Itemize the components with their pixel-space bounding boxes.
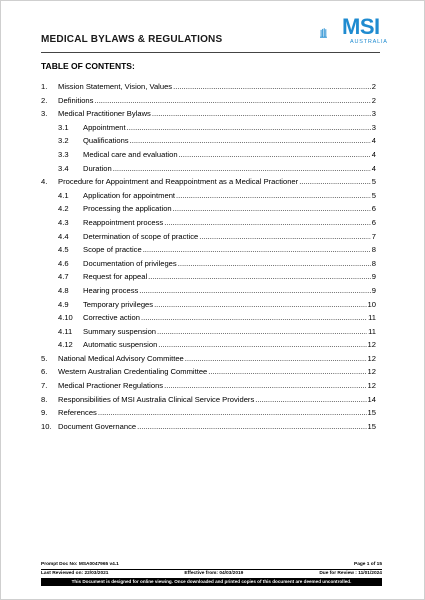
toc-entry-number: 6. [41, 367, 48, 377]
logo-text: MSI [342, 14, 380, 39]
toc-entry[interactable] [41, 420, 376, 434]
toc-entry[interactable] [41, 325, 376, 339]
toc-entry-number: 4.8 [58, 285, 69, 295]
toc-entry-page: 12 [367, 367, 376, 377]
toc-entry-page: 9 [371, 285, 376, 295]
toc-entry-number: 4.6 [58, 258, 69, 268]
toc-entry-page: 3 [371, 109, 376, 119]
toc-entry[interactable] [41, 175, 376, 189]
toc-entry-page: 2 [371, 95, 376, 105]
toc-entry[interactable] [41, 148, 376, 162]
toc-entry-title: Hearing process [83, 285, 139, 295]
toc-entry-leader [152, 107, 371, 121]
toc-entry-title: Medical Practitioner Bylaws [58, 109, 151, 119]
toc-entry-leader [178, 257, 371, 271]
toc-entry-title: Document Governance [58, 421, 137, 431]
toc-entry-title: Procedure for Appointment and Reappointment as a Medical Practioner [58, 177, 299, 187]
toc-entry-title: Request for appeal [83, 272, 148, 282]
toc-entry-page: 8 [371, 245, 376, 255]
toc-entry-number: 4.11 [58, 326, 73, 336]
toc-entry-number: 1. [41, 82, 48, 91]
toc-entry-title: Documentation of privileges [83, 258, 177, 268]
toc-entry-title: Processing the application [83, 204, 172, 214]
toc-entry-page: 15 [367, 408, 376, 418]
toc-entry[interactable] [41, 94, 376, 108]
toc-entry-page: 11 [368, 313, 376, 323]
toc-entry[interactable] [41, 80, 376, 94]
toc-entry[interactable] [41, 379, 376, 393]
toc-entry-page: 4 [371, 149, 376, 159]
document-footer [41, 561, 382, 586]
toc-entry-leader [148, 270, 371, 284]
toc-entry-page: 15 [367, 421, 376, 431]
toc-entry-title: Scope of practice [83, 245, 142, 255]
toc-heading: TABLE OF CONTENTS: [41, 61, 135, 71]
toc-entry-leader [113, 162, 371, 176]
footer-row-2 [41, 570, 382, 578]
toc-entry-title: Appointment [83, 122, 126, 132]
toc-entry-page: 14 [367, 394, 376, 404]
toc-entry[interactable] [41, 352, 376, 366]
toc-entry-leader [141, 311, 367, 325]
toc-entry-number: 3. [41, 109, 48, 119]
toc-entry-title: Medical Practioner Regulations [58, 381, 164, 391]
toc-entry-number: 4.3 [58, 217, 69, 227]
toc-entry[interactable] [41, 270, 376, 284]
toc-entry-number: 5. [41, 353, 48, 363]
toc-entry-page: 6 [371, 204, 376, 214]
toc-entry-number: 2. [41, 95, 48, 105]
toc-entry-number: 3.1 [58, 122, 69, 132]
toc-entry-page: 2 [371, 82, 376, 91]
toc-entry-page: 12 [367, 340, 376, 350]
toc-entry-leader [173, 202, 371, 216]
footer-banner: This Document is designed for online viewing. Once downloaded and printed copies of this document are deemed uncontrolled. [41, 578, 382, 586]
toc-entry[interactable] [41, 298, 376, 312]
table-of-contents [41, 80, 376, 433]
toc-entry[interactable] [41, 189, 376, 203]
toc-entry[interactable] [41, 393, 376, 407]
toc-entry-title: Temporary privileges [83, 299, 154, 309]
toc-entry-leader [208, 365, 366, 379]
toc-entry-leader [98, 406, 367, 420]
toc-entry[interactable] [41, 202, 376, 216]
document-header-title: MEDICAL BYLAWS & REGULATIONS [41, 34, 223, 45]
toc-entry-number: 4.7 [58, 272, 69, 282]
toc-entry-number: 8. [41, 394, 48, 404]
toc-entry[interactable] [41, 243, 376, 257]
toc-entry-leader [94, 94, 370, 108]
toc-entry-number: 3.2 [58, 136, 69, 146]
toc-entry[interactable] [41, 107, 376, 121]
toc-entry-leader [127, 121, 371, 135]
toc-entry-leader [154, 298, 366, 312]
toc-entry-leader [137, 420, 366, 434]
toc-entry-leader [157, 325, 367, 339]
toc-entry[interactable] [41, 311, 376, 325]
toc-entry-leader [130, 134, 371, 148]
toc-entry-leader [255, 393, 366, 407]
toc-entry-title: References [58, 408, 97, 418]
toc-entry-title: Determination of scope of practice [83, 231, 199, 241]
toc-entry-page: 7 [371, 231, 376, 241]
toc-entry[interactable] [41, 406, 376, 420]
toc-entry-leader [299, 175, 371, 189]
toc-entry[interactable] [41, 216, 376, 230]
footer-effective-date: Effective from: 04/03/2019 [184, 571, 244, 576]
footer-page-number: Page 1 of 15 [354, 562, 382, 567]
toc-entry-title: Application for appointment [83, 190, 176, 200]
toc-entry-page: 12 [367, 381, 376, 391]
logo-subtext: AUSTRALIA [350, 39, 388, 45]
toc-entry-title: Qualifications [83, 136, 129, 146]
toc-entry-title: Summary suspension [83, 326, 157, 336]
toc-entry-page: 5 [371, 177, 376, 187]
toc-entry-page: 12 [367, 353, 376, 363]
toc-entry-page: 9 [371, 272, 376, 282]
toc-entry-title: Duration [83, 163, 112, 173]
toc-entry-title: Definitions [58, 95, 94, 105]
toc-entry[interactable] [41, 338, 376, 352]
footer-review-due: Due for Review : 11/01/2024 [319, 571, 382, 576]
toc-entry-number: 4.12 [58, 340, 73, 350]
toc-entry[interactable] [41, 257, 376, 271]
toc-entry-leader [139, 284, 370, 298]
toc-entry-number: 4.2 [58, 204, 69, 214]
toc-entry-number: 3.4 [58, 163, 69, 173]
toc-entry-page: 5 [371, 190, 376, 200]
toc-entry-title: Western Australian Credentialing Committee [58, 367, 208, 377]
toc-entry[interactable] [41, 365, 376, 379]
toc-entry-leader [164, 379, 366, 393]
toc-entry[interactable] [41, 162, 376, 176]
toc-entry-number: 10. [41, 421, 52, 431]
toc-entry[interactable] [41, 121, 376, 135]
toc-entry-page: 10 [367, 299, 376, 309]
footer-row-1 [41, 561, 382, 569]
toc-entry-leader [176, 189, 371, 203]
toc-entry-title: Corrective action [83, 313, 140, 323]
toc-entry-number: 9. [41, 408, 48, 418]
footer-last-reviewed: Last Reviewed on: 22/03/2021 [41, 571, 109, 576]
footer-doc-number: Prompt Doc No: MSA0047965 v4.1 [41, 562, 119, 567]
toc-entry[interactable] [41, 284, 376, 298]
toc-entry-leader [158, 338, 366, 352]
toc-entry-title: Reappointment process [83, 217, 164, 227]
toc-entry-leader [179, 148, 371, 162]
toc-entry[interactable] [41, 230, 376, 244]
toc-entry-page: 8 [371, 258, 376, 268]
toc-entry-leader [185, 352, 367, 366]
toc-entry-page: 6 [371, 217, 376, 227]
toc-entry-leader [173, 80, 371, 94]
msi-logo-icon [320, 17, 342, 49]
toc-entry-page: 4 [371, 136, 376, 146]
toc-entry-number: 3.3 [58, 149, 69, 159]
header-divider [41, 52, 380, 53]
toc-entry-leader [143, 243, 371, 257]
toc-entry-number: 4.4 [58, 231, 69, 241]
toc-entry-number: 4. [41, 177, 48, 187]
toc-entry[interactable] [41, 134, 376, 148]
toc-entry-leader [164, 216, 371, 230]
toc-entry-number: 4.5 [58, 245, 69, 255]
toc-entry-page: 11 [368, 326, 376, 336]
toc-entry-title: Medical care and evaluation [83, 149, 178, 159]
toc-entry-title: Automatic suspension [83, 340, 158, 350]
toc-entry-number: 4.10 [58, 313, 73, 323]
toc-entry-page: 3 [371, 122, 376, 132]
toc-entry-number: 4.9 [58, 299, 69, 309]
toc-entry-title: Responsibilities of MSI Australia Clinical Service Providers [58, 394, 255, 404]
toc-entry-number: 7. [41, 381, 48, 391]
toc-entry-leader [199, 230, 371, 244]
toc-entry-page: 4 [371, 163, 376, 173]
toc-entry-title: National Medical Advisory Committee [58, 353, 184, 363]
toc-entry-number: 4.1 [58, 190, 69, 200]
toc-entry-title: Mission Statement, Vision, Values [58, 82, 173, 91]
